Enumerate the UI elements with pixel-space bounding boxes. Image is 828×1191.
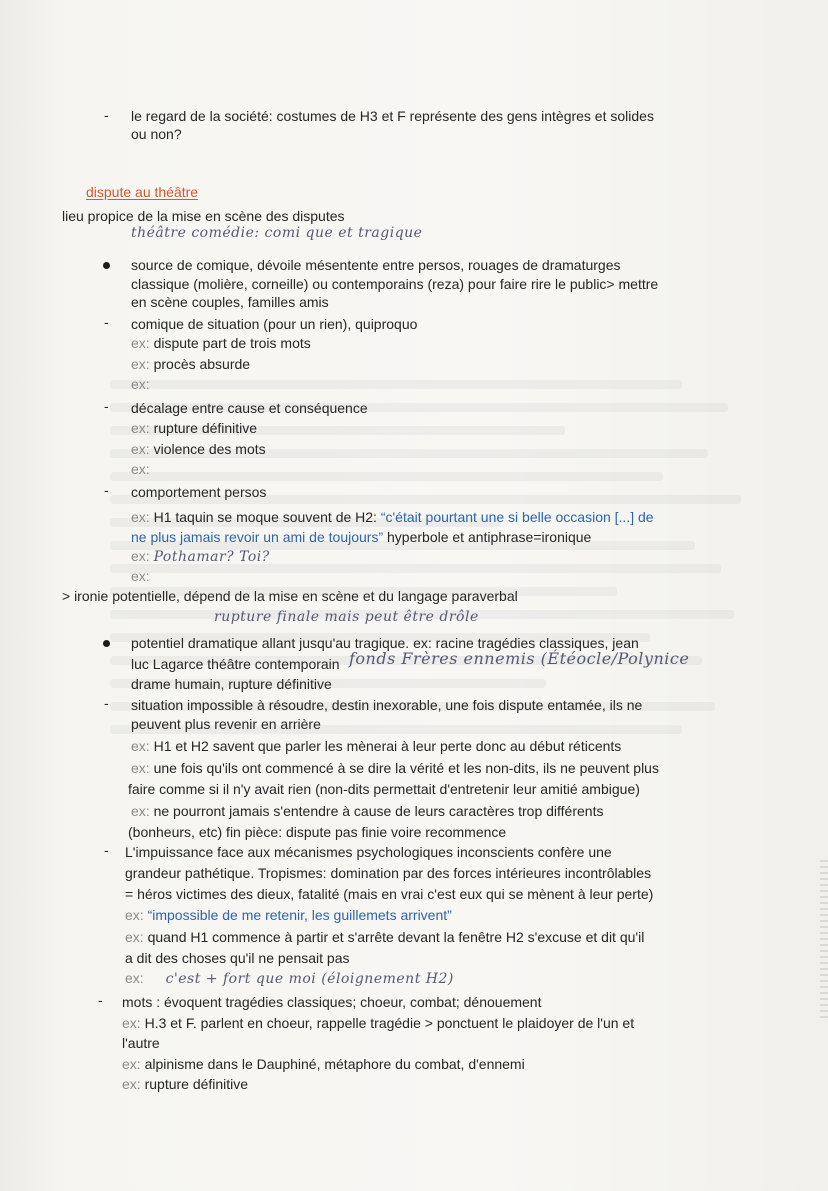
example-line: ex: ne pourront jamais s'entendre à cause de leurs caractères trop différents (131, 803, 604, 819)
example-line: ex: quand H1 commence à partir et s'arrête devant la fenêtre H2 s'excuse et dit qu'il (125, 929, 645, 945)
dash-bullet: - (104, 695, 109, 711)
note-line: l'autre (122, 1035, 160, 1051)
handwritten-note: rupture finale mais peut être drôle (214, 609, 479, 625)
note-line: comique de situation (pour un rien), quiproquo (131, 316, 418, 332)
handwritten-note: fonds Frères ennemis (Étéocle/Polynice (349, 649, 690, 668)
dash-bullet: - (104, 398, 109, 414)
example-line: ex: violence des mots (131, 441, 266, 457)
dash-bullet: - (104, 107, 109, 123)
section-heading: dispute au théâtre (86, 184, 199, 200)
note-line: ne plus jamais revoir un ami de toujours” hyperbole et antiphrase=ironique (131, 529, 592, 545)
note-line: L'impuissance face aux mécanismes psychologiques inconscients confère une (125, 844, 612, 860)
note-line: décalage entre cause et conséquence (131, 400, 368, 416)
example-line: ex: (131, 568, 150, 584)
handwritten-note: théâtre comédie: comi que et tragique (131, 225, 423, 241)
note-line: peuvent plus revenir en arrière (131, 716, 321, 732)
note-line: (bonheurs, etc) fin pièce: dispute pas finie voire recommence (128, 824, 507, 840)
example-line: ex: alpinisme dans le Dauphiné, métaphore du combat, d'ennemi (122, 1056, 525, 1072)
example-line: ex: procès absurde (131, 356, 251, 372)
dash-bullet: - (98, 992, 103, 1008)
note-line: comportement persos (131, 484, 267, 500)
example-line: ex: H1 taquin se moque souvent de H2: “c'était pourtant une si belle occasion [...] de (131, 509, 654, 525)
note-line: classique (molière, corneille) ou contemporains (reza) pour faire rire le public> mettre (131, 276, 659, 292)
note-line: > ironie potentielle, dépend de la mise en scène et du langage paraverbal (62, 588, 518, 604)
note-line: = héros victimes des dieux, fatalité (mais en vrai c'est eux qui se mènent à leur perte) (125, 886, 654, 902)
note-line: en scène couples, familles amis (131, 294, 329, 310)
note-line: le regard de la société: costumes de H3 et F représente des gens intègres et solides (131, 108, 654, 124)
example-line: ex: (131, 461, 150, 477)
example-line: ex: Pothamar? Toi? (131, 548, 270, 565)
example-line: ex: rupture définitive (122, 1076, 249, 1092)
example-line: ex: une fois qu'ils ont commencé à se dire la vérité et les non-dits, ils ne peuvent plus (131, 760, 659, 776)
example-line: ex: H.3 et F. parlent en choeur, rappelle tragédie > ponctuent le plaidoyer de l'un et (122, 1015, 635, 1031)
example-line: ex: H1 et H2 savent que parler les mènerai à leur perte donc au début réticents (131, 738, 622, 754)
dash-bullet: - (104, 842, 109, 858)
example-line: ex: (131, 376, 150, 392)
intro-line: lieu propice de la mise en scène des disputes (62, 208, 345, 224)
note-line: ou non? (131, 126, 182, 142)
dot-bullet (103, 255, 110, 273)
dash-bullet: - (104, 482, 109, 498)
note-line: luc Lagarce théâtre contemporain (131, 656, 340, 672)
note-line: a dit des choses qu'il ne pensait pas (125, 950, 350, 966)
note-line: source de comique, dévoile mésentente entre persos, rouages de dramaturges (131, 257, 621, 273)
example-line: ex: “impossible de me retenir, les guillemets arrivent” (125, 907, 452, 923)
note-line: situation impossible à résoudre, destin inexorable, une fois dispute entamée, ils ne (131, 697, 643, 713)
dash-bullet: - (104, 314, 109, 330)
example-line: ex: dispute part de trois mots (131, 335, 311, 351)
note-line: faire comme si il n'y avait rien (non-dits permettait d'entretenir leur amitié ambigue) (128, 781, 640, 797)
note-line: drame humain, rupture définitive (131, 676, 332, 692)
example-line: ex: rupture définitive (131, 420, 258, 436)
note-line: potentiel dramatique allant jusqu'au tragique. ex: racine tragédies classiques, jean (131, 635, 639, 651)
page-edge-marks (820, 860, 828, 1020)
dot-bullet (103, 633, 110, 651)
note-line: mots : évoquent tragédies classiques; choeur, combat; dénouement (122, 994, 542, 1010)
example-line: ex: c'est + fort que moi (éloignement H2) (125, 970, 454, 987)
note-line: grandeur pathétique. Tropismes: domination par des forces intérieures incontrôlables (125, 865, 652, 881)
